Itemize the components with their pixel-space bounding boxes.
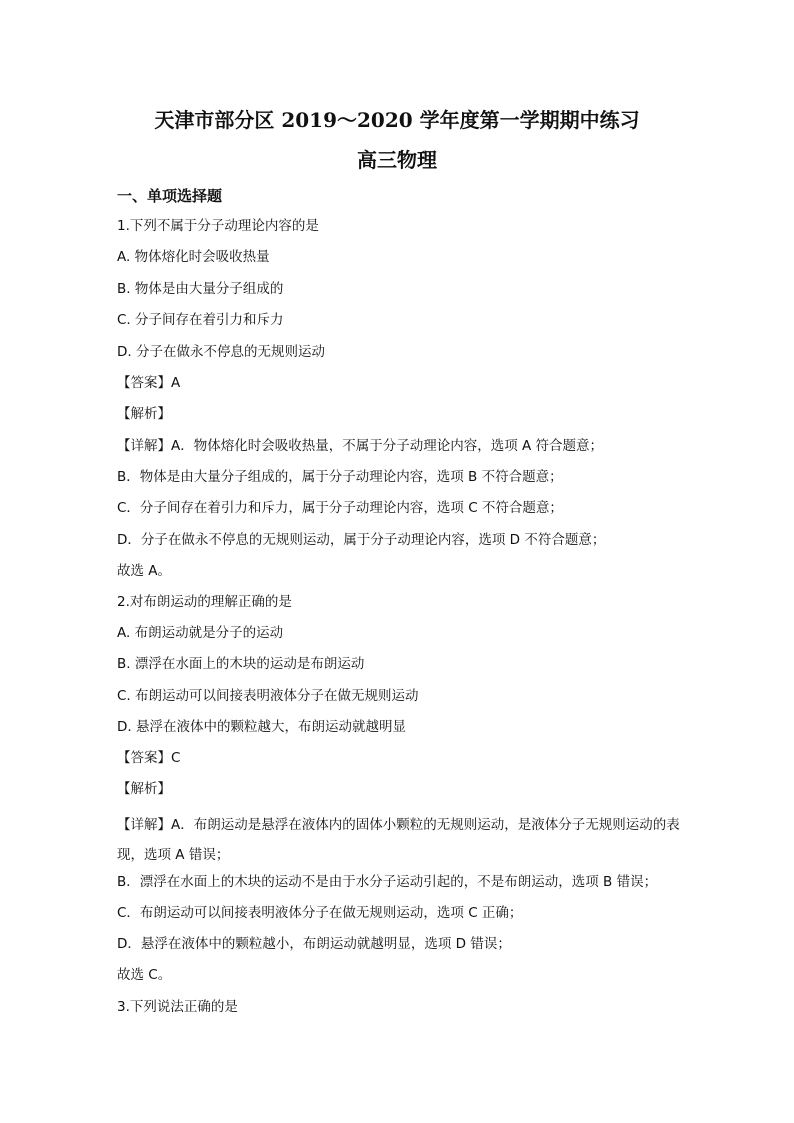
detail-line: B．漂浮在水面上的木块的运动不是由于水分子运动引起的，不是布朗运动，选项 B 错误；	[117, 874, 658, 890]
option-c: C. 分子间存在着引力和斥力	[117, 312, 284, 328]
question-stem: 3.下列说法正确的是	[117, 999, 238, 1015]
option-c: C. 布朗运动可以间接表明液体分子在做无规则运动	[117, 688, 419, 704]
section-title: 一、单项选择题	[117, 187, 223, 205]
option-d: D. 悬浮在液体中的颗粒越大，布朗运动就越明显	[117, 719, 406, 735]
detail-line: 【详解】A．布朗运动是悬浮在液体内的固体小颗粒的无规则运动，是液体分子无规则运动的表现，选项 A 错误；	[117, 817, 680, 863]
option-b: B. 漂浮在水面上的木块的运动是布朗运动	[117, 656, 365, 672]
question-stem: 1.下列不属于分子动理论内容的是	[117, 218, 319, 234]
answer-label: 【答案】C	[117, 750, 181, 766]
option-a: A. 物体熔化时会吸收热量	[117, 249, 270, 265]
option-d: D. 分子在做永不停息的无规则运动	[117, 344, 325, 360]
detail-line: C．分子间存在着引力和斥力，属于分子动理论内容，选项 C 不符合题意；	[117, 500, 563, 516]
option-b: B. 物体是由大量分子组成的	[117, 281, 284, 297]
analysis-label: 【解析】	[117, 781, 171, 797]
document-title: 天津市部分区 2019～2020 学年度第一学期期中练习	[154, 108, 640, 132]
detail-line: D．悬浮在液体中的颗粒越小，布朗运动就越明显，选项 D 错误；	[117, 936, 511, 952]
question-stem: 2.对布朗运动的理解正确的是	[117, 594, 292, 610]
answer-label: 【答案】A	[117, 375, 181, 391]
option-a: A. 布朗运动就是分子的运动	[117, 625, 284, 641]
conclusion: 故选 C。	[117, 967, 172, 983]
detail-line: C．布朗运动可以间接表明液体分子在做无规则运动，选项 C 正确；	[117, 905, 523, 921]
document-subtitle: 高三物理	[357, 148, 437, 172]
detail-line: D．分子在做永不停息的无规则运动，属于分子动理论内容，选项 D 不符合题意；	[117, 532, 606, 548]
analysis-label: 【解析】	[117, 406, 171, 422]
conclusion: 故选 A。	[117, 563, 172, 579]
detail-line: 【详解】A．物体熔化时会吸收热量，不属于分子动理论内容，选项 A 符合题意；	[117, 438, 604, 454]
detail-line: B．物体是由大量分子组成的，属于分子动理论内容，选项 B 不符合题意；	[117, 469, 563, 485]
